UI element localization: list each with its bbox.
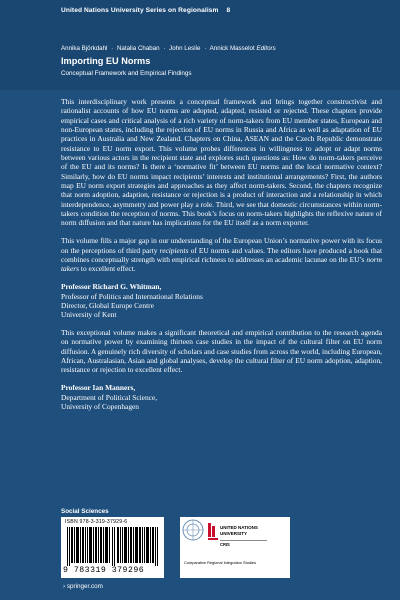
unu-divider [220,540,267,541]
editor-separator: · [163,45,166,52]
editor-name: Natalia Chaban [116,45,160,52]
reviewer-name: Professor Ian Manners, [61,383,136,393]
blurb-paragraph: This interdisciplinary work presents a conceptual framework and brings together constructivist and rationalist accounts of how EU norms are adopted, adapted, resisted or rejected. These chapters provide empirical cases and critical analysis of a rich variety of norm-takers from EU member states, European and non-European states, including the rejection of EU norms in Russia and Africa as well as adaptation of EU practices in Australia and New Zealand. Chapters on China, ASEAN and the Czech Republic demonstrate resistance to EU norm export. This volume probes differences in willingness to adopt or adapt norms between various actors in the recipient state and explores such questions as: How do norm-takers perceive of the EU and its norms? Is there a ‘normative fit’ between EU norms and the local normative context? Similarly, how do EU norms impact recipients’ interests and institutional arrangements? First, the authors map EU norm export strategies and approaches as they affect norm-takers. Second, the chapters recognize that norm adoption, adaption, resistance or rejection is a product of interaction and a relationship in which interdependence, asymmetry and power play a role. Third, we see that domestic circumstances within norm-takers condition the reception of norms. This book’s focus on norm-takers highlights the reflexive nature of norm diffusion and that nature has implications for the EU itself as a norm exporter. [61,97,382,228]
editor-separator: · [204,45,207,52]
unu-program-name: Comparative Regional Integration Studies [184,560,257,565]
book-title: Importing EU Norms [61,56,151,66]
review-text: of EU norms and values. The editors have produced a book that combines conceptually strength with empirical richness to addresses an academic lacunae on the EU’s [61,245,383,264]
review-text: This volume fills a major gap in our understanding of the European Union’s normative power with its focus on the perceptions of third party [61,236,382,255]
barcode-digits: 9 783319 379296 [63,566,145,575]
reviewer-affiliation: University of Copenhagen [61,401,139,411]
reviewer-title: Director, Global Europe Centre [61,300,154,310]
blurb [61,97,382,420]
reviewer-title: Department of Political Science, [61,392,158,402]
publisher-url[interactable]: › springer.com [63,583,103,590]
review-paragraph [61,236,382,273]
subject-category: Social Sciences [61,508,109,515]
editor-name: John Leslie [169,45,201,52]
series-name: United Nations University Series on Regionalism [61,7,219,14]
review-emphasis: norm takers [61,255,382,274]
editor-name: Annick Masselot [209,45,255,52]
unu-cris-label: CRIS [220,542,230,547]
series-number: 8 [226,7,231,14]
review-paragraph: This exceptional volume makes a significant theoretical and empirical contribution to the research agenda on normative power by examining thirteen case studies in the impact of the cultural filter on EU norm diffusion. A genuinely rich diversity of scholars and case studies from across the world, including European, African, Australasian, Asian and global analyses, develop the cultural filter of EU norm adoption, adaption, resistance or rejection to excellent effect. [61,328,382,375]
editors-line [61,45,276,52]
editors-label: Editors [256,45,276,52]
cover-header [0,0,400,90]
unu-cris-logo-panel [180,517,290,578]
review-emphasis: recipients [159,245,189,255]
reviewer-affiliation: University of Kent [61,310,117,320]
barcode-icon [67,527,159,566]
editor-separator: · [111,45,114,52]
reviewer-attribution [61,282,382,319]
editor-name: Annika Björkdahl [61,45,108,52]
unu-logo-icon [208,523,218,541]
series-line [61,7,230,14]
barcode-panel [61,517,164,578]
reviewer-attribution [61,383,382,411]
book-subtitle: Conceptual Framework and Empirical Findings [61,70,192,77]
unu-name: UNITED NATIONS UNIVERSITY [220,525,258,536]
reviewer-title: Professor of Politics and International Relations [61,291,203,301]
review-text: to excellent effect. [79,264,136,274]
reviewer-name: Professor Richard G. Whitman, [61,282,162,292]
isbn-label: ISBN 978-3-319-37929-6 [65,519,128,525]
un-emblem-icon [182,519,204,541]
